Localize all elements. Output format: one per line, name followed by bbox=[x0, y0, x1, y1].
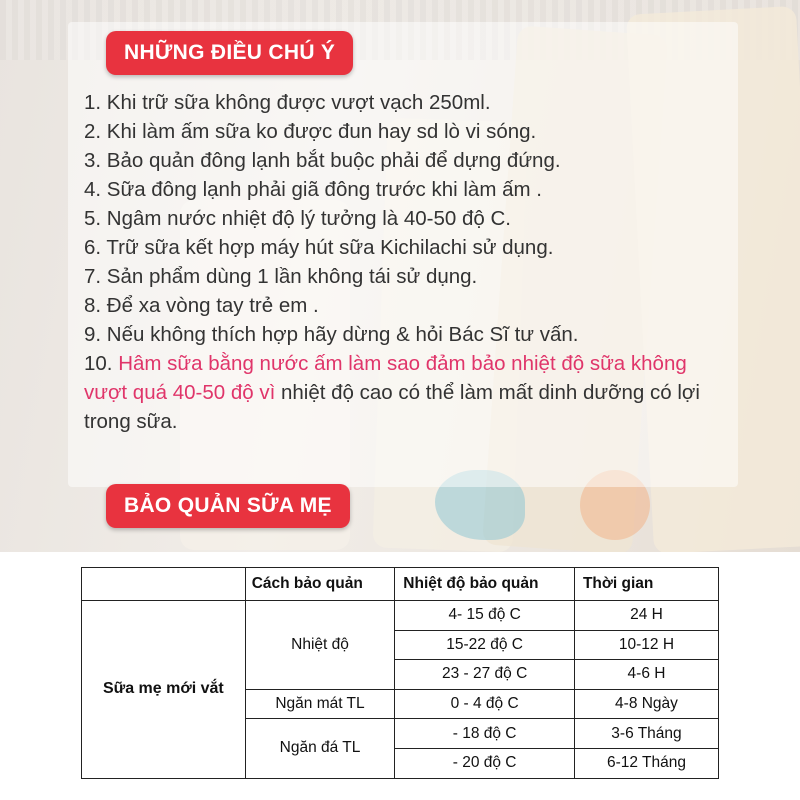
notes-header-badge: NHỮNG ĐIỀU CHÚ Ý bbox=[106, 31, 353, 75]
time-cell: 3-6 Tháng bbox=[574, 719, 718, 749]
time-cell: 6-12 Tháng bbox=[574, 748, 718, 778]
note-item-10 bbox=[84, 349, 734, 436]
header-empty bbox=[82, 568, 246, 601]
note-10-rest: nhiệt độ cao có thể làm mất dinh dưỡng có lợi trong sữa. bbox=[84, 381, 700, 433]
note-10-number: 10. bbox=[84, 352, 119, 375]
temp-cell: - 20 độ C bbox=[395, 748, 575, 778]
header-method: Cách bảo quản bbox=[245, 568, 395, 601]
time-cell: 10-12 H bbox=[574, 630, 718, 660]
note-item: 4. Sữa đông lạnh phải giã đông trước khi làm ấm . bbox=[84, 178, 542, 201]
storage-table bbox=[81, 567, 719, 779]
note-item: 5. Ngâm nước nhiệt độ lý tưởng là 40-50 độ C. bbox=[84, 207, 511, 230]
temp-cell: 15-22 độ C bbox=[395, 630, 575, 660]
header-time: Thời gian bbox=[574, 568, 718, 601]
note-10-highlight: Hâm sữa bằng nước ấm làm sao đảm bảo nhiệt độ sữa không vượt quá 40-50 độ vì bbox=[84, 352, 687, 404]
time-cell: 24 H bbox=[574, 601, 718, 631]
note-item: 1. Khi trữ sữa không được vượt vạch 250ml. bbox=[84, 91, 491, 114]
temp-cell: 0 - 4 độ C bbox=[395, 689, 575, 719]
notes-list bbox=[84, 88, 744, 436]
note-item: 8. Để xa vòng tay trẻ em . bbox=[84, 294, 319, 317]
time-cell: 4-6 H bbox=[574, 660, 718, 690]
note-item: 2. Khi làm ấm sữa ko được đun hay sd lò vi sóng. bbox=[84, 120, 537, 143]
note-item: 6. Trữ sữa kết hợp máy hút sữa Kichilachi sử dụng. bbox=[84, 236, 554, 259]
product-cell: Sữa mẹ mới vắt bbox=[82, 601, 246, 779]
time-cell: 4-8 Ngày bbox=[574, 689, 718, 719]
method-cell: Nhiệt độ bbox=[245, 601, 395, 690]
note-item: 9. Nếu không thích hợp hãy dừng & hỏi Bác Sĩ tư vấn. bbox=[84, 323, 579, 346]
storage-header-badge: BẢO QUẢN SỮA MẸ bbox=[106, 484, 350, 528]
temp-cell: 4- 15 độ C bbox=[395, 601, 575, 631]
temp-cell: - 18 độ C bbox=[395, 719, 575, 749]
table-header-row bbox=[82, 568, 719, 601]
table-row bbox=[82, 601, 719, 631]
method-cell: Ngăn đá TL bbox=[245, 719, 395, 778]
note-item: 3. Bảo quản đông lạnh bắt buộc phải để dựng đứng. bbox=[84, 149, 561, 172]
header-temperature: Nhiệt độ bảo quản bbox=[395, 568, 575, 601]
note-item: 7. Sản phẩm dùng 1 lần không tái sử dụng. bbox=[84, 265, 478, 288]
storage-table-wrapper bbox=[81, 567, 719, 779]
method-cell: Ngăn mát TL bbox=[245, 689, 395, 719]
temp-cell: 23 - 27 độ C bbox=[395, 660, 575, 690]
